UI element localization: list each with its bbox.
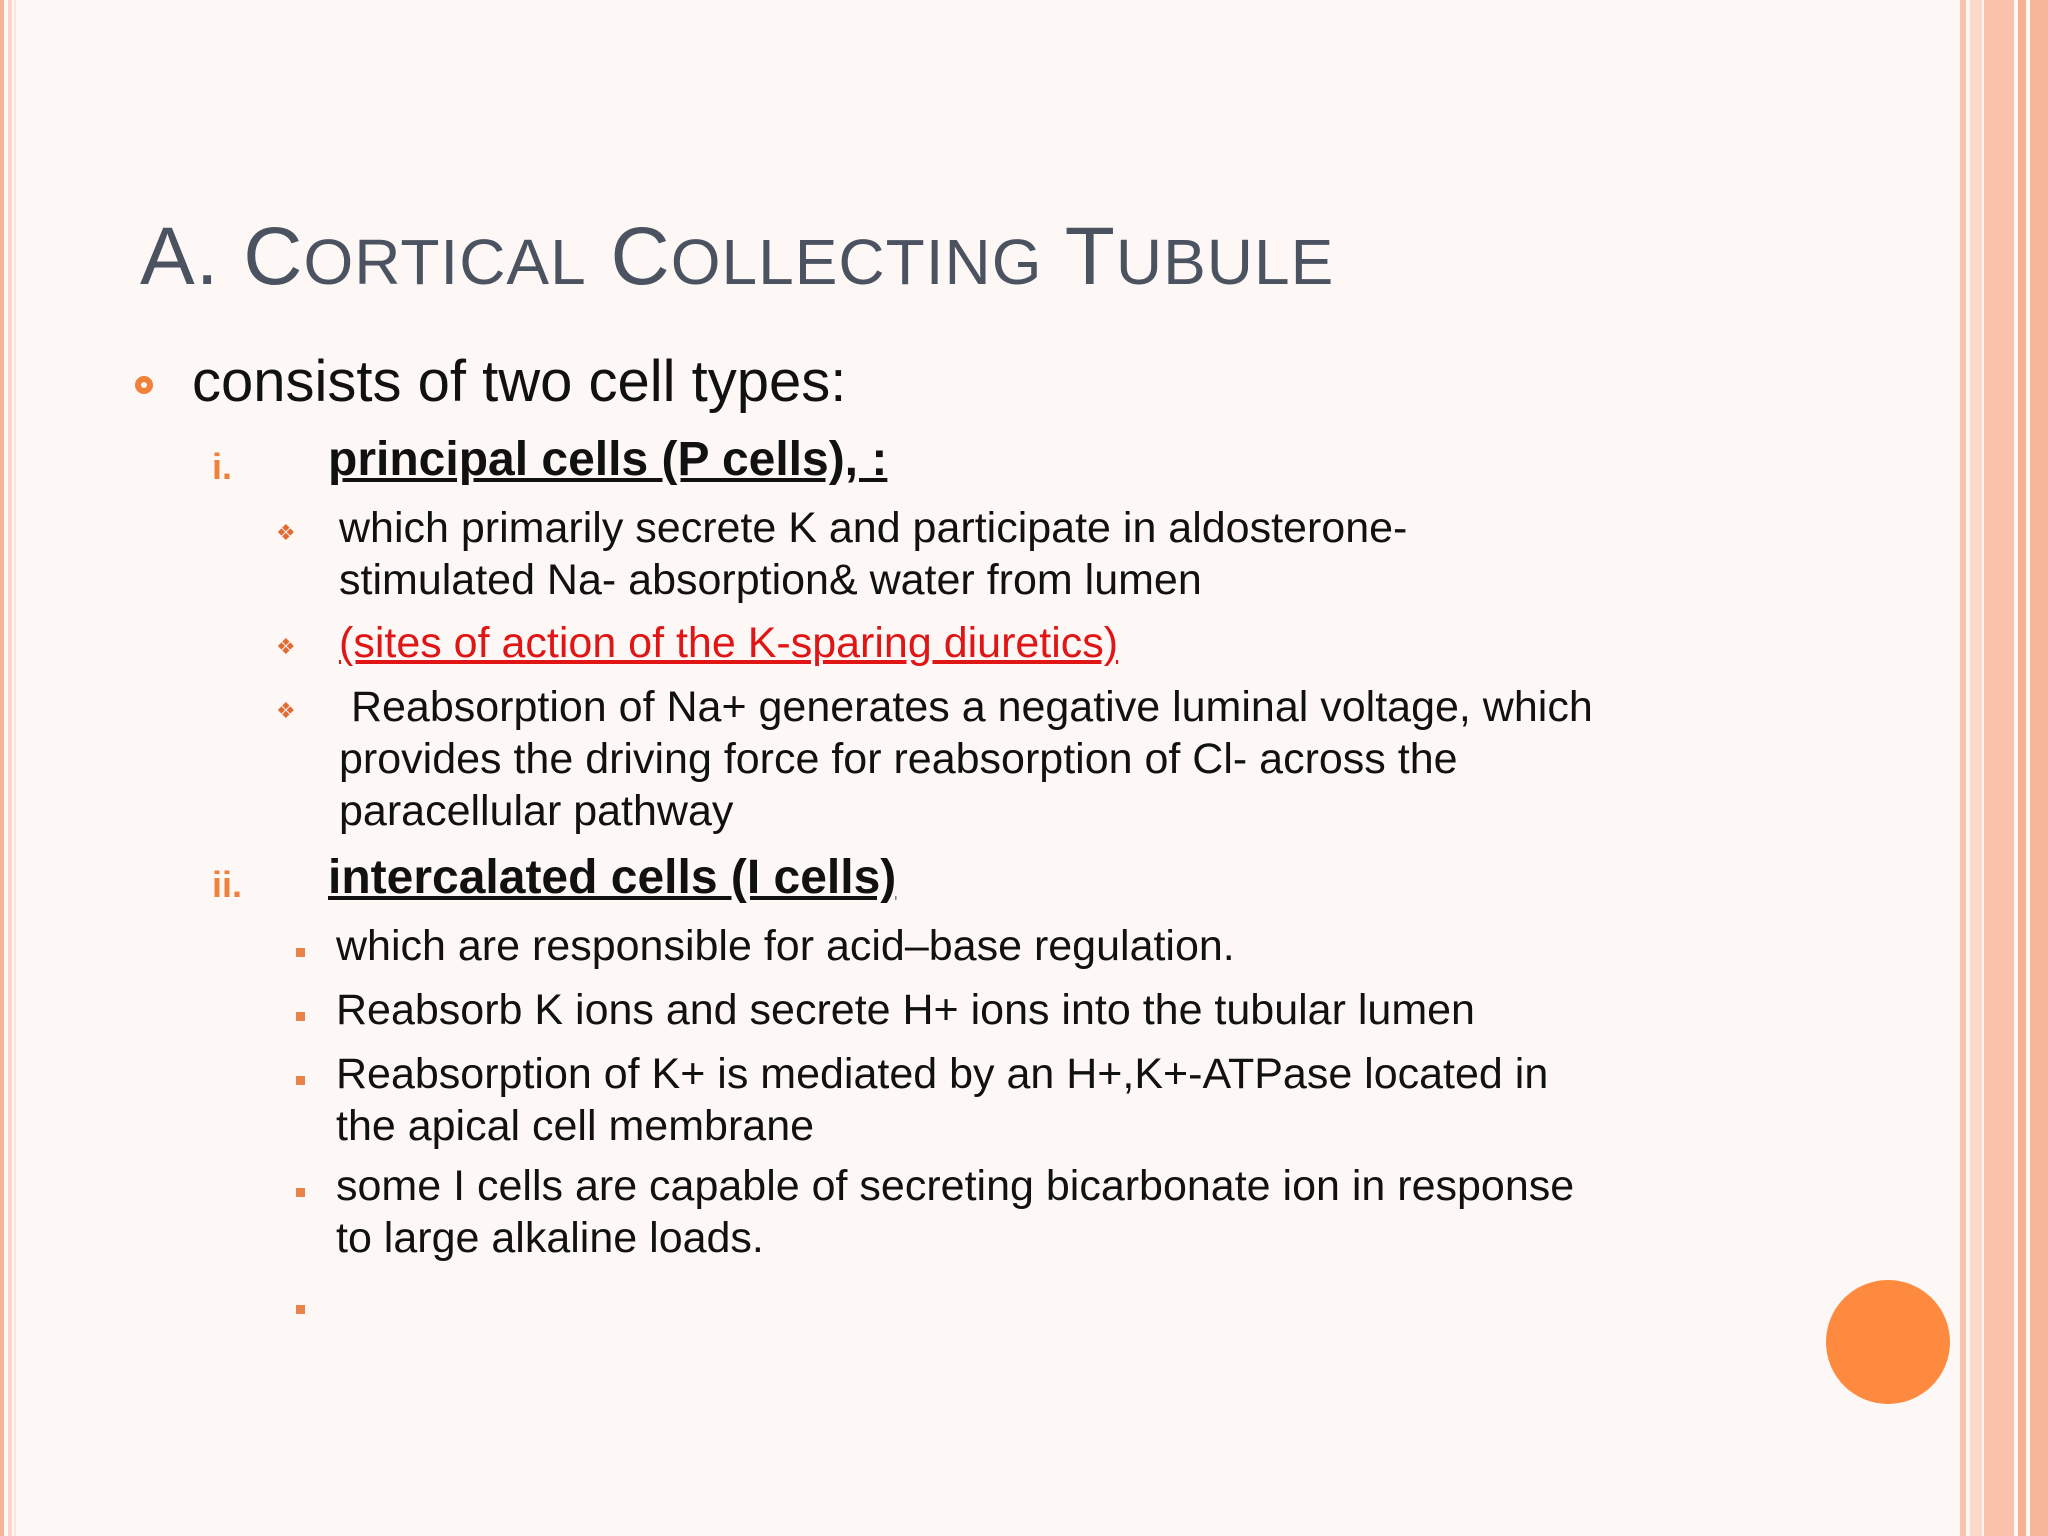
section1-bullet-3-line-3: paracellular pathway	[339, 787, 734, 835]
right-border-stripe	[2030, 0, 2048, 1536]
square-bullet-icon	[296, 1305, 305, 1314]
square-bullet-icon	[296, 1012, 305, 1021]
left-border-stripe	[8, 0, 12, 1536]
decorative-circle	[1826, 1280, 1950, 1404]
section1-bullet-3-line-2: provides the driving force for reabsorption of Cl- across the	[339, 735, 1458, 783]
section2-numeral: ii.	[212, 864, 243, 905]
diamond-bullet-icon: ❖	[276, 520, 296, 545]
square-bullet-icon	[296, 948, 305, 957]
section2-bullet-1: which are responsible for acid–base regulation.	[336, 922, 1235, 970]
diamond-bullet-icon: ❖	[276, 698, 296, 723]
section1-bullet-2-highlight: (sites of action of the K-sparing diuretics)	[339, 619, 1119, 667]
ring-bullet-icon	[135, 376, 153, 394]
section2-bullet-4-line-2: to large alkaline loads.	[336, 1214, 764, 1262]
section2-bullet-2: Reabsorb K ions and secrete H+ ions into the tubular lumen	[336, 986, 1475, 1034]
title-part: ORTICAL	[303, 226, 587, 298]
left-border-stripe	[14, 0, 16, 1536]
section1-bullet-3-line-1: Reabsorption of Na+ generates a negative luminal voltage, which	[339, 683, 1593, 731]
section2-heading: intercalated cells (I cells)	[328, 851, 897, 904]
title-part: UBULE	[1115, 226, 1335, 298]
section1-numeral: i.	[212, 446, 233, 487]
section2-bullet-3-line-1: Reabsorption of K+ is mediated by an H+,K+-ATPase located in	[336, 1050, 1549, 1098]
right-border-stripe	[1960, 0, 1966, 1536]
title-part: T	[1064, 211, 1116, 302]
section2-bullet-4-line-1: some I cells are capable of secreting bicarbonate ion in response	[336, 1162, 1575, 1210]
section1-bullet-1-line-1: which primarily secrete K and participate in aldosterone-	[339, 504, 1408, 552]
diamond-bullet-icon: ❖	[276, 634, 296, 659]
intro-text: consists of two cell types:	[192, 349, 847, 414]
title-part: C	[610, 211, 671, 302]
section2-bullet-3-line-2: the apical cell membrane	[336, 1102, 815, 1150]
title-part: A. C	[140, 211, 304, 302]
section1-heading: principal cells (P cells), :	[328, 433, 888, 486]
square-bullet-icon	[296, 1076, 305, 1085]
square-bullet-icon	[296, 1188, 305, 1197]
right-border-stripe	[1984, 0, 2014, 1536]
section1-bullet-1-line-2: stimulated Na- absorption& water from lumen	[339, 556, 1202, 604]
right-border-stripe	[2018, 0, 2026, 1536]
right-border-stripe	[1970, 0, 1982, 1536]
slide-title	[140, 210, 1334, 304]
left-border-stripe	[0, 0, 4, 1536]
title-part: OLLECTING	[670, 226, 1043, 298]
